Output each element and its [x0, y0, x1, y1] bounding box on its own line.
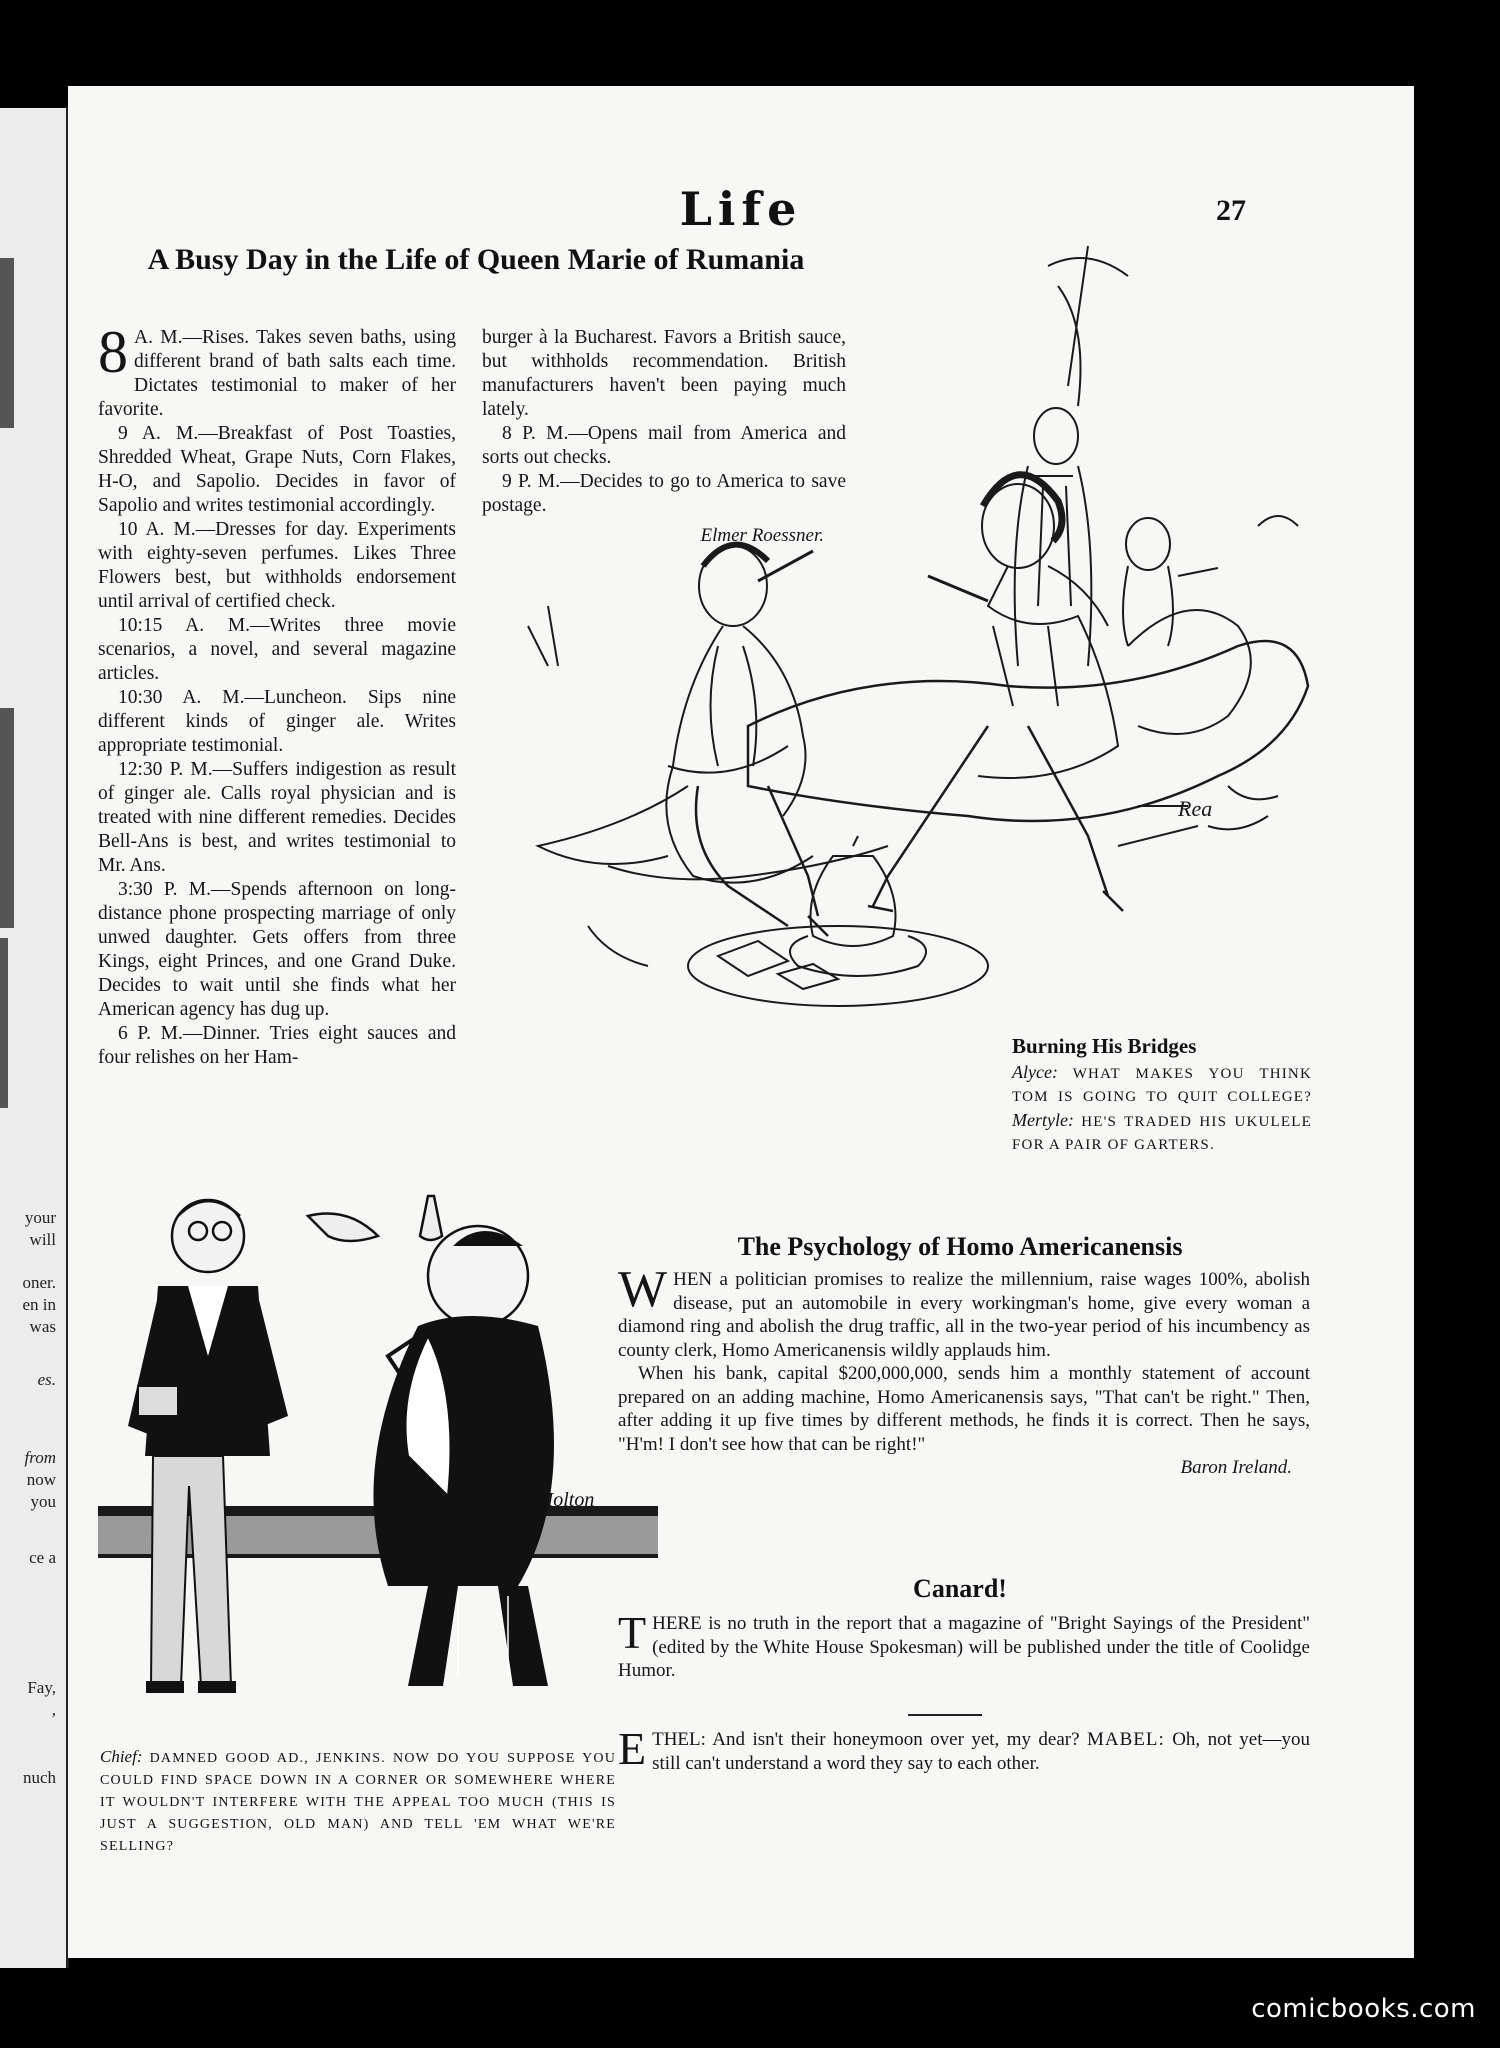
drop-cap: T	[618, 1607, 647, 1658]
facing-page-text: your	[24, 1208, 56, 1227]
facing-page-text: Fay,	[27, 1678, 56, 1697]
cartoon-caption-block	[1012, 1034, 1312, 1157]
page-number: 27	[1216, 194, 1246, 227]
facing-page-text: es.	[37, 1370, 56, 1389]
article-paragraph: 10:30 A. M.—Luncheon. Sips nine different kinds of ginger ale. Writes appropriate testimonial.	[98, 687, 456, 756]
dialogue-line: Oh, not yet—you still can't understand a word they say to each other.	[652, 1729, 1311, 1774]
magazine-masthead: Life	[679, 182, 803, 236]
article-paragraph: 6 P. M.—Dinner. Tries eight sauces and four relishes on her Ham-	[98, 1023, 456, 1068]
article-paragraph: burger à la Bucharest. Favors a British sauce, but withholds recommendation. British manufacturers haven't been paying much lately.	[482, 327, 846, 420]
article-paragraph: 10:15 A. M.—Writes three movie scenarios, a novel, and several magazine articles.	[98, 615, 456, 684]
section-divider	[908, 1714, 982, 1716]
article-paragraph: 8 P. M.—Opens mail from America and sorts out checks.	[482, 423, 846, 468]
article-byline: Baron Ireland.	[1180, 1457, 1292, 1478]
article-headline: A Busy Day in the Life of Queen Marie of Rumania	[147, 243, 805, 276]
article-paragraph: 10 A. M.—Dresses for day. Experiments with eighty-seven perfumes. Likes Three Flowers best, but withholds endorsement until arrival of certified check.	[98, 519, 456, 612]
speaker-name: MABEL:	[1086, 1729, 1165, 1750]
facing-page-text: will	[29, 1230, 56, 1249]
article-paragraph: 3:30 P. M.—Spends afternoon on long-distance phone prospecting marriage of only unwed daughter. Gets offers from three Kings, eight Princes, and one Grand Duke. Decides to wait until she finds what her American agency has dug up.	[98, 879, 456, 1020]
facing-page-text: en in	[22, 1295, 56, 1314]
article-byline: Elmer Roessner.	[700, 525, 824, 546]
article-paragraph: A. M.—Rises. Takes seven baths, using different brand of bath salts each time. Dictates testimonial to maker of her favorite.	[98, 327, 456, 420]
drop-cap: E	[618, 1723, 647, 1774]
drop-cap: 8	[98, 319, 128, 385]
facing-page-text: oner.	[22, 1273, 56, 1292]
article-paragraph: 9 P. M.—Decides to go to America to save postage.	[482, 471, 846, 516]
facing-page-text: ,	[51, 1700, 56, 1719]
article-paragraph: HEN a politician promises to realize the millennium, raise wages 100%, abolish disease, put an automobile in every workingman's home, give every woman a diamond ring and abolish the drug traffic, all in the two-year period of his incumbency as county clerk, Homo Americanensis wildly applauds him.	[618, 1269, 1310, 1361]
facing-page-illustration	[0, 258, 14, 428]
facing-page-text: you	[30, 1492, 56, 1511]
site-watermark: comicbooks.com	[1251, 1994, 1476, 2024]
facing-page-illustration	[0, 938, 8, 1108]
facing-page-text: now	[26, 1470, 56, 1489]
article-headline: Canard!	[913, 1574, 1007, 1603]
article-body	[618, 1261, 1310, 1480]
illustrator-signature: Rea	[1178, 796, 1213, 821]
speaker-name: Alyce:	[1012, 1062, 1058, 1082]
facing-page-text: from	[24, 1448, 56, 1467]
article-paragraph: 12:30 P. M.—Suffers indigestion as result of ginger ale. Calls royal physician and is treated with nine different remedies. Decides Bell-Ans is best, and writes testimonial to Mr. Ans.	[98, 759, 456, 876]
executives-illustration	[98, 1176, 658, 1736]
facing-page-text: ce a	[29, 1548, 56, 1567]
cartoon-caption-block	[100, 1746, 616, 1858]
facing-page-text: nuch	[22, 1768, 56, 1787]
dialogue-line: HE'S TRADED HIS UKULELE FOR A PAIR OF GARTERS.	[1012, 1114, 1312, 1153]
article-paragraph: When his bank, capital $200,000,000, sends him a monthly statement of account prepared on an adding machine, Homo Americanensis says, "That can't be right." Then, after adding it up five times by different methods, he finds it is correct. Then he says, "H'm! I don't see how that can be right!"	[618, 1363, 1310, 1455]
dialogue-line: DAMNED GOOD AD., JENKINS. NOW DO YOU SUPPOSE YOU COULD FIND SPACE DOWN IN A CORNER OR SOMEWHERE WHERE IT WOULDN'T INTERFERE WITH THE APPEAL TOO MUCH (THIS IS JUST A SUGGESTION, OLD MAN) AND TELL 'EM WHAT WE'RE SELLING?	[100, 1751, 616, 1854]
article-body	[618, 1607, 1310, 1683]
cartoon-title: Burning His Bridges	[1012, 1034, 1197, 1058]
article-paragraph: 9 A. M.—Breakfast of Post Toasties, Shredded Wheat, Grape Nuts, Corn Flakes, H-O, and Sapolio. Decides in favor of Sapolio and writes testimonial accordingly.	[98, 423, 456, 516]
article-body	[618, 1723, 1311, 1775]
article-column-1	[98, 319, 456, 1070]
magazine-page	[68, 86, 1414, 1958]
facing-page-text: was	[29, 1317, 56, 1336]
dialogue-line: THEL: And isn't their honeymoon over yet, my dear?	[652, 1729, 1080, 1750]
drop-cap: W	[618, 1261, 668, 1318]
article-headline: The Psychology of Homo Americanensis	[737, 1232, 1183, 1261]
flappers-illustration	[488, 226, 1328, 1026]
speaker-name: Mertyle:	[1012, 1110, 1074, 1130]
illustrator-signature: L.T.Holton	[508, 1489, 595, 1511]
article-paragraph: HERE is no truth in the report that a magazine of "Bright Sayings of the President" (edited by the White House Spokesman) will be published under the title of Coolidge Humor.	[618, 1613, 1310, 1681]
facing-page-edge	[0, 108, 69, 1968]
facing-page-illustration	[0, 708, 14, 928]
speaker-name: Chief:	[100, 1747, 143, 1766]
dialogue-line: WHAT MAKES YOU THINK TOM IS GOING TO QUIT COLLEGE?	[1012, 1066, 1312, 1105]
